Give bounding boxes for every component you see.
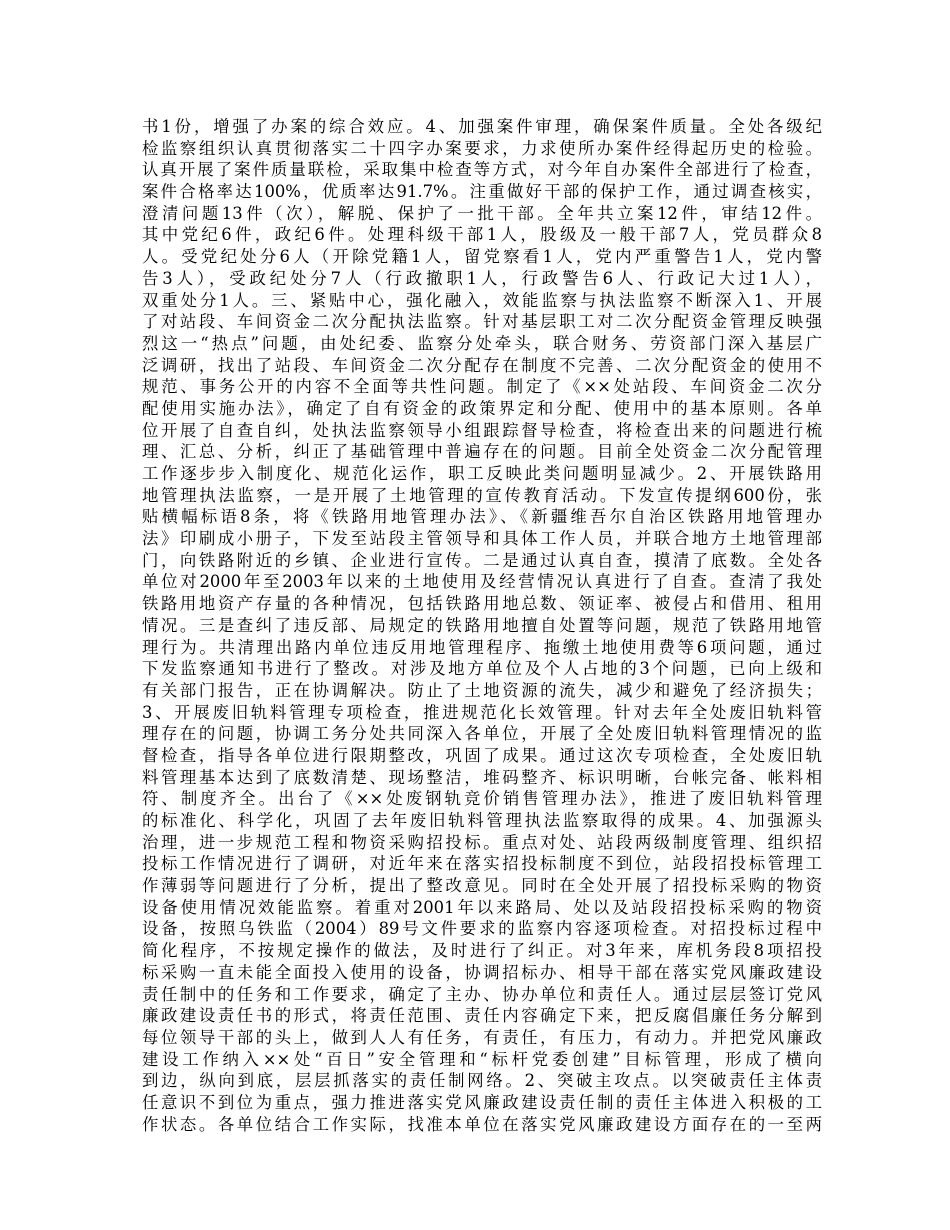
text-line: 3、开展废旧轨料管理专项检查，推进规范化长效管理。针对去年全处废旧轨料管 (142, 702, 822, 722)
text-line: 任意识不到位为重点，强力推进落实党风廉政建设责任制的责任主体进入积极的工 (142, 1092, 822, 1112)
text-line: 澄清问题13件（次），解脱、保护了一批干部。全年共立案12件，审结12件。 (142, 203, 822, 223)
text-line: 到边，纵向到底，层层抓落实的责任制网络。2、突破主攻点。以突破责任主体责 (142, 1071, 822, 1091)
text-line: 认真开展了案件质量联检，采取集中检查等方式，对今年自办案件全部进行了检查， (142, 160, 822, 180)
text-line: 其中党纪6件，政纪6件。处理科级干部1人，股级及一般干部7人，党员群众8 (142, 225, 822, 245)
text-line: 理、汇总、分析，纠正了基础管理中普遍存在的问题。目前全处资金二次分配管理 (142, 442, 822, 462)
text-line: 简化程序，不按规定操作的做法，及时进行了纠正。对3年来，库机务段8项招投 (142, 941, 822, 961)
text-line: 下发监察通知书进行了整改。对涉及地方单位及个人占地的3个问题，已向上级和 (142, 659, 822, 679)
body-text (142, 116, 822, 1135)
text-line: 治理，进一步规范工程和物资采购招投标。重点对处、站段两级制度管理、组织招 (142, 832, 822, 852)
text-line: 督检查，指导各单位进行限期整改，巩固了成果。通过这次专项检查，全处废旧轨 (142, 745, 822, 765)
text-line: 投标工作情况进行了调研，对近年来在落实招投标制度不到位，站段招投标管理工 (142, 854, 822, 874)
text-line: 作薄弱等问题进行了分析，提出了整改意见。同时在全处开展了招投标采购的物资 (142, 876, 822, 896)
text-line: 理行为。共清理出路内单位违反用地管理程序、拖缴土地使用费等6项问题，通过 (142, 637, 822, 657)
text-line: 位开展了自查自纠，处执法监察领导小组跟踪督导检查，将检查出来的问题进行梳 (142, 420, 822, 440)
text-line: 泛调研，找出了站段、车间资金二次分配存在制度不完善、二次分配资金的使用不 (142, 355, 822, 375)
text-line: 每位领导干部的头上，做到人人有任务，有责任，有压力，有动力。并把党风廉政 (142, 1027, 822, 1047)
text-line: 人。受党纪处分6人（开除党籍1人，留党察看1人，党内严重警告1人，党内警 (142, 247, 822, 267)
text-line: 铁路用地资产存量的各种情况，包括铁路用地总数、领证率、被侵占和借用、租用 (142, 594, 822, 614)
text-line: 地管理执法监察，一是开展了土地管理的宣传教育活动。下发宣传提纲600份，张 (142, 485, 822, 505)
text-line: 料管理基本达到了底数清楚、现场整洁，堆码整齐、标识明晰，台帐完备、帐料相 (142, 767, 822, 787)
text-line: 的标准化、科学化，巩固了去年废旧轨料管理执法监察取得的成果。4、加强源头 (142, 811, 822, 830)
text-line: 了对站段、车间资金二次分配执法监察。针对基层职工对二次分配资金管理反映强 (142, 312, 822, 332)
text-line: 案件合格率达100%，优质率达91.7%。注重做好干部的保护工作，通过调查核实， (142, 182, 822, 202)
text-line: 法》印刷成小册子，下发至站段主管领导和具体工作人员，并联合地方土地管理部 (142, 529, 822, 549)
text-line: 建设工作纳入××处“百日”安全管理和“标杆党委创建”目标管理，形成了横向 (142, 1049, 822, 1069)
text-line: 配使用实施办法》，确定了自有资金的政策界定和分配、使用中的基本原则。各单 (142, 398, 822, 418)
text-line: 门，向铁路附近的乡镇、企业进行宣传。二是通过认真自查，摸清了底数。全处各 (142, 550, 822, 570)
text-line: 理存在的问题，协调工务分处共同深入各单位，开展了全处废旧轨料管理情况的监 (142, 724, 822, 744)
text-line: 双重处分1人。三、紧贴中心，强化融入，效能监察与执法监察不断深入1、开展 (142, 290, 822, 310)
text-line: 工作逐步步入制度化、规范化运作，职工反映此类问题明显减少。2、开展铁路用 (142, 464, 822, 483)
text-line: 责任制中的任务和工作要求，确定了主办、协办单位和责任人。通过层层签订党风 (142, 984, 822, 1004)
text-line: 规范、事务公开的内容不全面等共性问题。制定了《××处站段、车间资金二次分 (142, 377, 822, 397)
text-line: 贴横幅标语8条，将《铁路用地管理办法》、《新疆维吾尔自治区铁路用地管理办 (142, 507, 822, 527)
text-line: 单位对2000年至2003年以来的土地使用及经营情况认真进行了自查。查清了我处 (142, 572, 822, 592)
text-line: 检监察组织认真贯彻落实二十四字办案要求，力求使所办案件经得起历史的检验。 (142, 138, 822, 158)
text-line: 书1份，增强了办案的综合效应。4、加强案件审理，确保案件质量。全处各级纪 (142, 117, 822, 136)
text-line: 标采购一直未能全面投入使用的设备，协调招标办、相导干部在落实党风廉政建设 (142, 962, 822, 982)
text-line: 设备，按照乌铁监（2004）89号文件要求的监察内容逐项检查。对招投标过程中 (142, 919, 822, 939)
text-line: 符、制度齐全。出台了《××处废钢轨竞价销售管理办法》，推进了废旧轨料管理 (142, 789, 822, 809)
text-line: 情况。三是查纠了违反部、局规定的铁路用地擅自处置等问题，规范了铁路用地管 (142, 615, 822, 635)
text-line: 廉政建设责任书的形式，将责任范围、责任内容确定下来，把反腐倡廉任务分解到 (142, 1006, 822, 1026)
text-line: 设备使用情况效能监察。着重对2001年以来路局、处以及站段招投标采购的物资 (142, 897, 822, 917)
text-line: 有关部门报告，正在协调解决。防止了土地资源的流失，减少和避免了经济损失； (142, 680, 822, 700)
text-line: 作状态。各单位结合工作实际，找准本单位在落实党风廉政建设方面存在的一至两 (142, 1114, 822, 1134)
text-line: 烈这一“热点”问题，由处纪委、监察分处牵头，联合财务、劳资部门深入基层广 (142, 333, 822, 353)
text-line: 告3人），受政纪处分7人（行政撤职1人，行政警告6人、行政记大过1人）， (142, 268, 822, 288)
